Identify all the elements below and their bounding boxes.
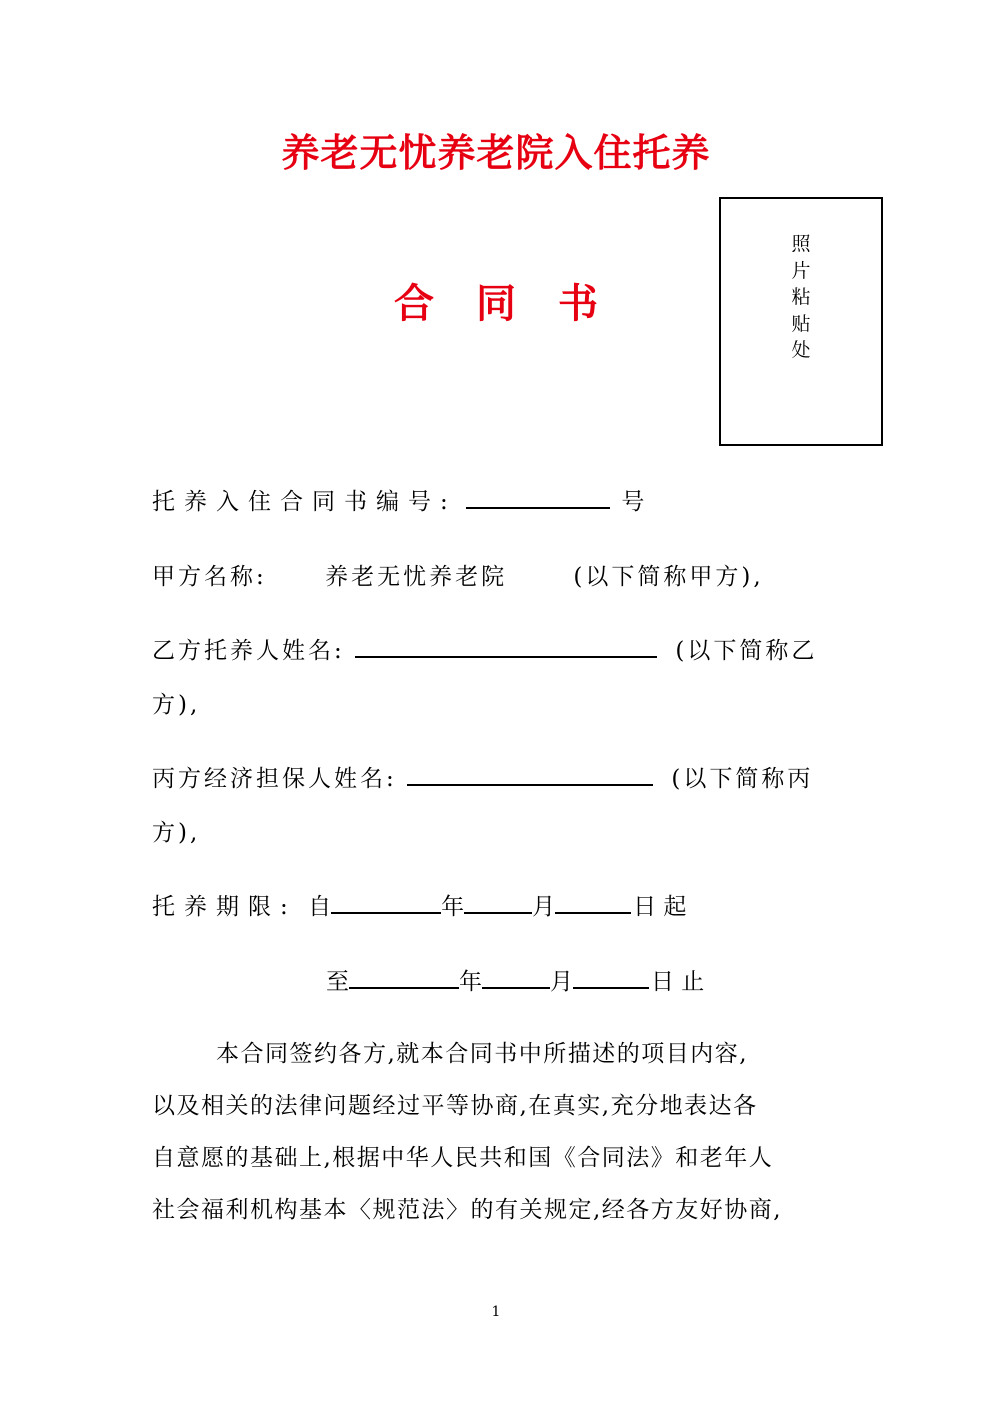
start-year-field[interactable] [331,888,441,914]
party-c-row [152,760,813,793]
start-day-field[interactable] [555,888,631,914]
end-day-field[interactable] [573,963,649,989]
photo-label-char: 处 [791,339,811,361]
photo-label-char: 贴 [791,312,811,335]
party-c-label: 丙方经济担保人姓名: [152,766,397,793]
term-day-end: 日 止 [651,969,705,996]
term-year-label: 年 [441,894,465,921]
page-number: 1 [491,1304,501,1320]
contract-number-row [152,483,644,516]
term-start-row [152,888,686,921]
term-month-label: 月 [532,894,556,921]
body-line: 自意愿的基础上,根据中华人民共和国《合同法》和老年人 [152,1145,774,1171]
party-b-row [152,632,817,665]
body-line: 社会福利机构基本〈规范法〉的有关规定,经各方友好协商, [152,1197,783,1223]
body-line: 本合同签约各方,就本合同书中所描述的项目内容, [216,1041,749,1067]
party-a-row [152,558,764,591]
party-b-label: 乙方托养人姓名: [152,638,345,665]
party-a-note: (以下简称甲方), [573,564,764,590]
contract-number-suffix: 号 [621,489,645,516]
party-c-note-cont: 方), [152,820,201,846]
party-c-note: (以下简称丙 [671,766,814,793]
contract-number-field[interactable] [466,483,610,509]
document-subtitle: 合同书 [394,280,640,327]
term-month-label: 月 [550,969,573,996]
body-paragraph [152,1028,852,1236]
party-b-note-cont: 方), [152,692,201,718]
party-a-value: 养老无忧养老院 [325,564,508,590]
term-to: 至 [326,969,349,996]
term-day-start: 日 起 [633,894,687,921]
term-from: 自 [308,894,332,921]
document-title: 养老无忧养老院入住托养 [281,130,711,175]
party-b-note: (以下简称乙 [675,638,818,665]
photo-label-char: 片 [791,259,811,282]
end-month-field[interactable] [482,963,550,989]
photo-placeholder-box [719,197,883,446]
body-line: 以及相关的法律问题经过平等协商,在真实,充分地表达各 [152,1093,758,1119]
party-b-row-continued [152,686,200,719]
term-label: 托养期限: [152,894,297,921]
contract-number-label: 托养入住合同书编号: [152,489,457,516]
photo-label-char: 粘 [791,286,811,308]
start-month-field[interactable] [464,888,532,914]
end-year-field[interactable] [349,963,459,989]
term-end-row [326,963,704,996]
party-b-name-field[interactable] [355,632,657,658]
term-year-label: 年 [459,969,482,996]
party-a-label: 甲方名称: [152,564,267,590]
party-c-name-field[interactable] [407,760,653,786]
photo-label-char: 照 [791,233,811,255]
party-c-row-continued [152,814,200,847]
